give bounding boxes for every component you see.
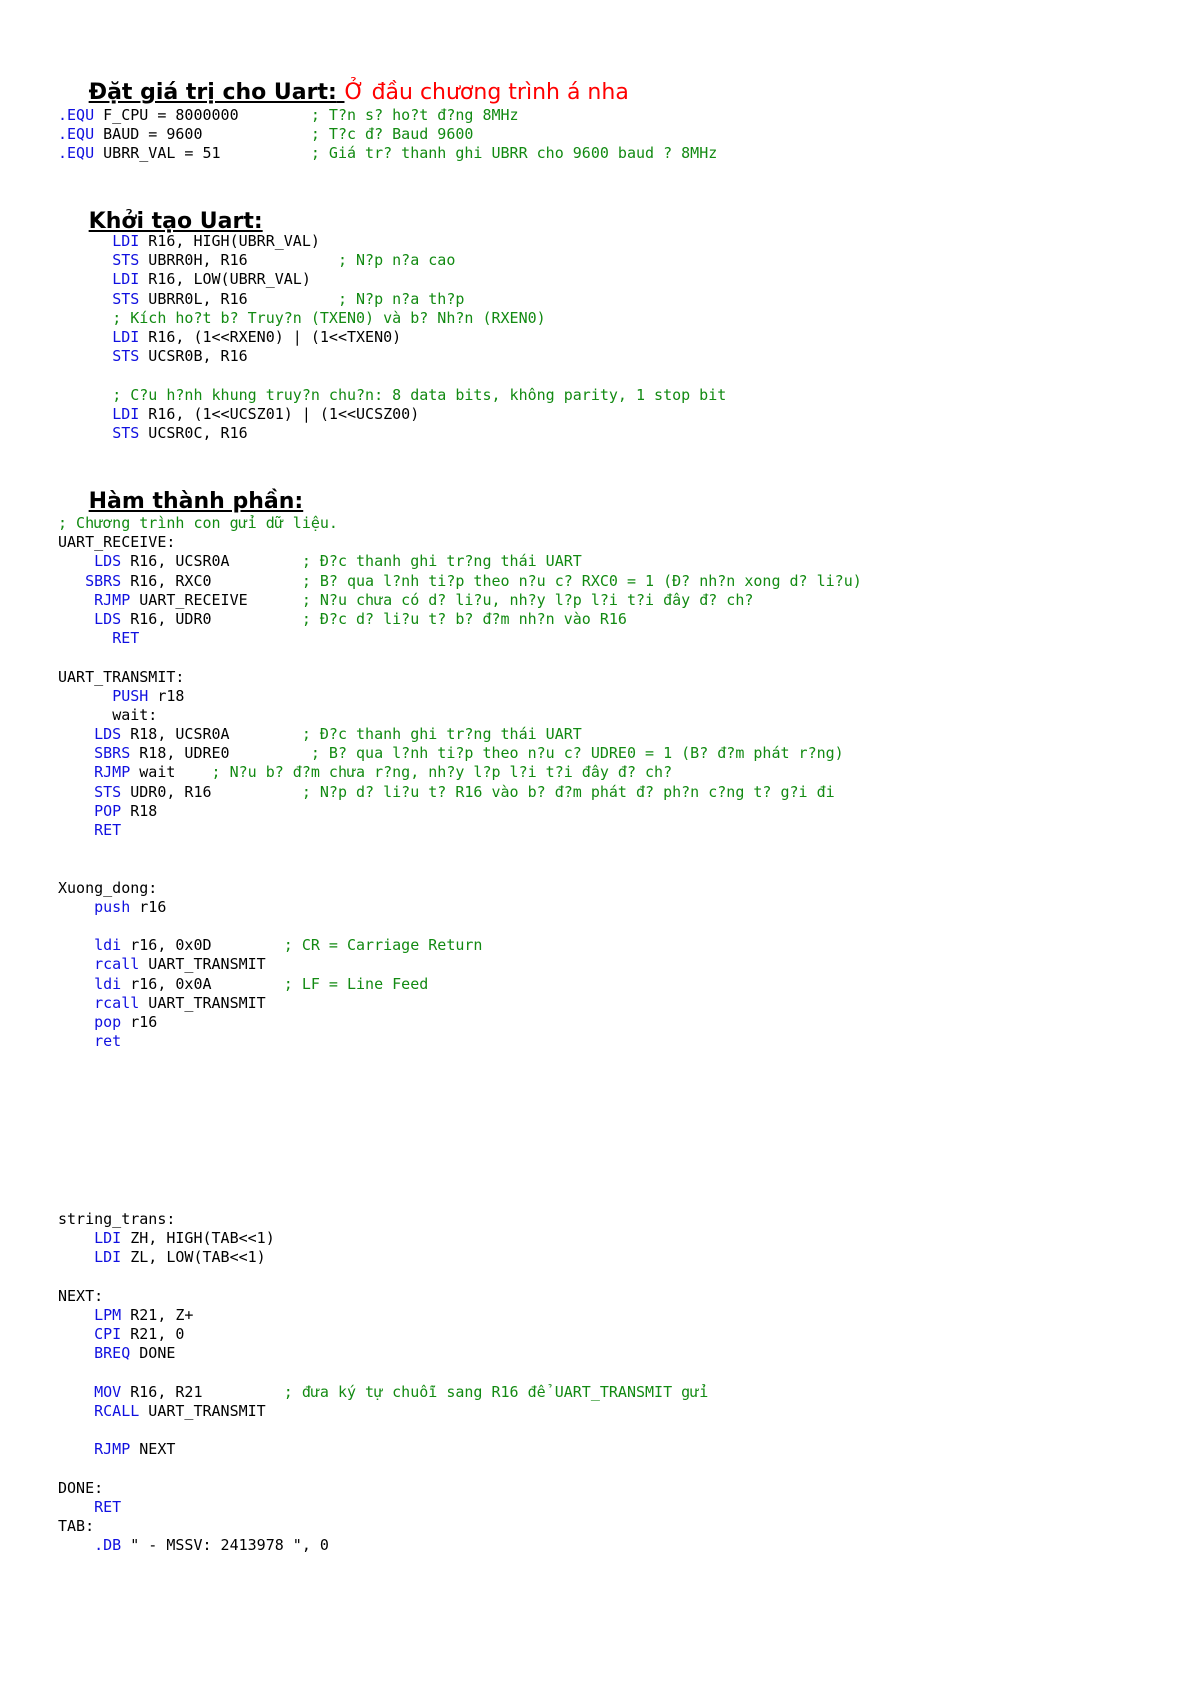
code-keyword: LDI [94,1229,122,1248]
code-keyword: LPM [94,1305,122,1324]
code-indent [58,270,112,288]
code-line [58,144,717,163]
code-keyword: RCALL [94,1401,140,1420]
code-line [58,1498,708,1517]
code-comment: ; Đ?c thanh ghi tr?ng thái UART [301,725,582,744]
code-text: r18 [148,686,185,705]
code-indent [58,1248,94,1266]
code-keyword: RET [94,821,122,839]
code-line [58,1306,708,1325]
code-text: R18, UDRE0 [130,744,311,763]
code-text: R16, (1<<RXEN0) | (1<<TXEN0) [139,327,402,346]
code-text: R21, 0 [121,1325,185,1344]
code-text: UBRR0L, R16 [139,289,338,308]
code-text: R16, RXC0 [121,571,302,590]
code-comment: ; T?c đ? Baud 9600 [310,125,474,144]
code-text: r16, 0x0D [121,936,284,955]
code-line [58,706,862,725]
code-text: r16 [121,1012,158,1031]
code-keyword: STS [112,423,140,442]
code-indent [58,290,112,308]
code-text: UDR0, R16 [121,782,302,801]
code-line [58,552,862,571]
code-line [58,386,726,405]
code-line [58,1032,862,1051]
code-comment: ; Đ?c thanh ghi tr?ng thái UART [301,552,582,571]
code-indent [58,1229,94,1247]
code-keyword: CPI [94,1325,122,1344]
code-line [58,572,862,591]
code-keyword: SBRS [94,744,131,763]
code-text: TAB: [58,1517,95,1535]
code-text: DONE: [58,1478,104,1497]
code-line [58,610,862,629]
code-comment: ; Kích ho?t b? Truy?n (TXEN0) và b? Nh?n (RXEN0) [112,308,546,327]
code-text: UART_RECEIVE: [58,533,176,552]
code-text: R16, UDR0 [121,609,302,628]
code-indent [58,975,94,993]
code-line [58,802,862,821]
code-indent [58,572,85,590]
code-line [58,744,862,763]
code-text: UART_RECEIVE [130,590,302,609]
code-line [58,955,862,974]
code-indent [58,251,112,269]
code-keyword: LDS [94,725,122,744]
code-text: r16, 0x0A [121,974,284,993]
code-keyword: MOV [94,1382,122,1401]
code-line [58,975,862,994]
code-indent [58,386,112,404]
code-keyword: .EQU [58,144,95,163]
code-text: ZH, HIGH(TAB<<1) [121,1229,275,1248]
code-comment: ; CR = Carriage Return [283,936,483,955]
code-line [58,290,726,309]
code-line [58,328,726,347]
code-text: R18, UCSR0A [121,725,302,744]
code-text: UBRR0H, R16 [139,251,338,270]
code-indent [58,936,94,954]
code-keyword: POP [94,801,122,820]
code-line [58,106,717,125]
code-comment: ; Chương trình con gửi dữ liệu. [58,514,338,532]
code-text: F_CPU = 8000000 [94,106,311,124]
code-indent [58,1498,94,1516]
code-keyword: RET [112,629,140,648]
code-line [58,648,862,667]
code-line [58,898,862,917]
code-indent [58,783,94,801]
code-line [58,687,862,706]
code-comment: ; B? qua l?nh ti?p theo n?u c? RXC0 = 1 (Đ? nh?n xong d? li?u) [301,571,862,590]
code-line [58,917,862,936]
code-line [58,725,862,744]
code-line [58,668,862,687]
code-indent [58,763,94,781]
code-line [58,821,862,840]
code-text: wait [130,763,212,782]
code-line [58,125,717,144]
code-comment: ; N?u b? đ?m chưa r?ng, nh?y l?p l?i t?i đây đ? ch? [211,763,673,782]
code-text: UCSR0C, R16 [139,423,248,442]
code-line [58,366,726,385]
code-keyword: rcall [94,993,140,1012]
code-indent [58,309,112,327]
code-line [58,424,726,443]
code-keyword: RET [94,1497,122,1516]
code-line [58,1268,708,1287]
code-keyword: .EQU [58,125,95,144]
heading-text: Hàm thành phần: [88,489,304,514]
code-line [58,763,862,782]
code-indent [58,1325,94,1343]
code-text: UCSR0B, R16 [139,347,248,366]
code-text: BAUD = 9600 [94,125,311,144]
code-keyword: LDI [112,270,140,289]
code-text: R18 [121,801,158,820]
code-keyword: LDI [94,1248,122,1267]
heading-note: Ở đầu chương trình á nha [344,80,629,105]
code-indent [58,347,112,365]
code-indent [58,1536,94,1554]
code-line [58,994,862,1013]
code-comment: ; N?u chưa có d? li?u, nh?y l?p l?i t?i đây đ? ch? [301,590,754,609]
code-indent [58,232,112,250]
code-text: " - MSSV: 2413978 ", 0 [121,1536,329,1555]
code-indent [58,687,112,705]
code-line [58,347,726,366]
heading-text: Khởi tạo Uart: [88,209,263,234]
code-indent [58,821,94,839]
code-text: Xuong_dong: [58,878,158,897]
code-comment: ; B? qua l?nh ti?p theo n?u c? UDRE0 = 1 (B? đ?m phát r?ng) [310,744,844,763]
code-keyword: rcall [94,955,140,974]
code-keyword: PUSH [112,686,149,705]
code-text: NEXT [130,1440,176,1459]
code-keyword: .DB [94,1536,122,1555]
code-indent [58,629,112,647]
code-comment: ; LF = Line Feed [283,974,429,993]
code-line [58,251,726,270]
code-line [58,405,726,424]
code-indent [58,1013,94,1031]
code-comment: ; đưa ký tự chuỗi sang R16 để UART_TRANSMIT gửi [283,1382,709,1401]
code-line [58,1517,708,1536]
code-keyword: .EQU [58,106,95,124]
code-comment: ; Giá tr? thanh ghi UBRR cho 9600 baud ? 8MHz [310,144,718,163]
code-keyword: STS [112,289,140,308]
code-line [58,859,862,878]
code-keyword: pop [94,1012,122,1031]
code-line [58,533,862,552]
code-line [58,1229,708,1248]
code-indent [58,610,94,628]
code-indent [58,328,112,346]
code-text: DONE [130,1344,176,1363]
code-comment: ; N?p n?a cao [337,251,456,270]
code-keyword: LDI [112,232,140,250]
code-keyword: push [94,897,131,916]
code-keyword: LDI [112,327,140,346]
code-indent [58,1440,94,1458]
code-keyword: RJMP [94,1440,131,1459]
code-indent [58,744,94,762]
code-keyword: STS [112,251,140,270]
code-text: UBRR_VAL = 51 [94,144,311,163]
code-text: R16, LOW(UBRR_VAL) [139,270,311,289]
code-keyword: LDI [112,404,140,423]
code-line [58,270,726,289]
heading-text: Đặt giá trị cho Uart: [88,80,337,105]
code-text: R16, UCSR0A [121,552,302,571]
code-line [58,1364,708,1383]
code-line [58,1421,708,1440]
code-text: UART_TRANSMIT [139,993,266,1012]
code-line [58,840,862,859]
code-indent [58,424,112,442]
code-line [58,1210,708,1229]
code-keyword: RJMP [94,590,131,609]
code-indent [58,1402,94,1420]
code-text: string_trans: [58,1210,176,1228]
code-indent [58,1383,94,1401]
code-keyword: ret [94,1032,122,1051]
code-text: R16, R21 [121,1382,284,1401]
code-keyword: SBRS [85,571,122,590]
code-line [58,879,862,898]
code-text: r16 [130,897,167,916]
code-line [58,232,726,251]
code-text: ZL, LOW(TAB<<1) [121,1248,266,1267]
code-comment: ; N?p d? li?u t? R16 vào b? đ?m phát đ? ph?n c?ng t? g?i đi [301,782,835,801]
code-line [58,591,862,610]
code-indent [58,725,94,743]
code-text: R16, (1<<UCSZ01) | (1<<UCSZ00) [139,404,420,423]
code-keyword: ldi [94,936,122,955]
code-text: UART_TRANSMIT: [58,667,185,686]
code-comment: ; T?n s? ho?t đ?ng 8MHz [310,106,519,124]
code-keyword: LDS [94,552,122,571]
code-text: R16, HIGH(UBRR_VAL) [139,232,320,250]
code-text: R21, Z+ [121,1305,194,1324]
code-indent [58,706,112,724]
code-block-equ [58,106,717,164]
code-indent [58,591,94,609]
code-line [58,1402,708,1421]
code-comment: ; N?p n?a th?p [337,289,465,308]
code-line [58,1459,708,1478]
code-line [58,514,862,533]
code-comment: ; Đ?c d? li?u t? b? đ?m nh?n vào R16 [301,609,627,628]
code-line [58,1383,708,1402]
code-keyword: LDS [94,609,122,628]
code-block-functions [58,514,862,1051]
code-text: UART_TRANSMIT [139,955,266,974]
code-indent [58,898,94,916]
code-keyword: ldi [94,974,122,993]
code-line [58,309,726,328]
code-indent [58,802,94,820]
code-line [58,1325,708,1344]
code-comment: ; C?u h?nh khung truy?n chu?n: 8 data bits, không parity, 1 stop bit [112,385,727,404]
code-line [58,1440,708,1459]
code-line [58,1248,708,1267]
code-keyword: RJMP [94,763,131,782]
code-line [58,783,862,802]
code-indent [58,1032,94,1050]
code-indent [58,1344,94,1362]
code-keyword: STS [112,347,140,366]
code-text: wait: [112,705,158,724]
code-line [58,1344,708,1363]
code-indent [58,1306,94,1324]
code-indent [58,994,94,1012]
code-block-init [58,232,726,443]
code-line [58,1536,708,1555]
code-line [58,936,862,955]
code-keyword: STS [94,782,122,801]
code-line [58,1287,708,1306]
code-indent [58,405,112,423]
code-text: NEXT: [58,1286,104,1305]
code-line [58,1479,708,1498]
code-keyword: BREQ [94,1344,131,1363]
code-block-string-trans [58,1210,708,1555]
code-indent [58,552,94,570]
code-line [58,1013,862,1032]
code-indent [58,955,94,973]
code-text: UART_TRANSMIT [139,1401,266,1420]
code-line [58,629,862,648]
